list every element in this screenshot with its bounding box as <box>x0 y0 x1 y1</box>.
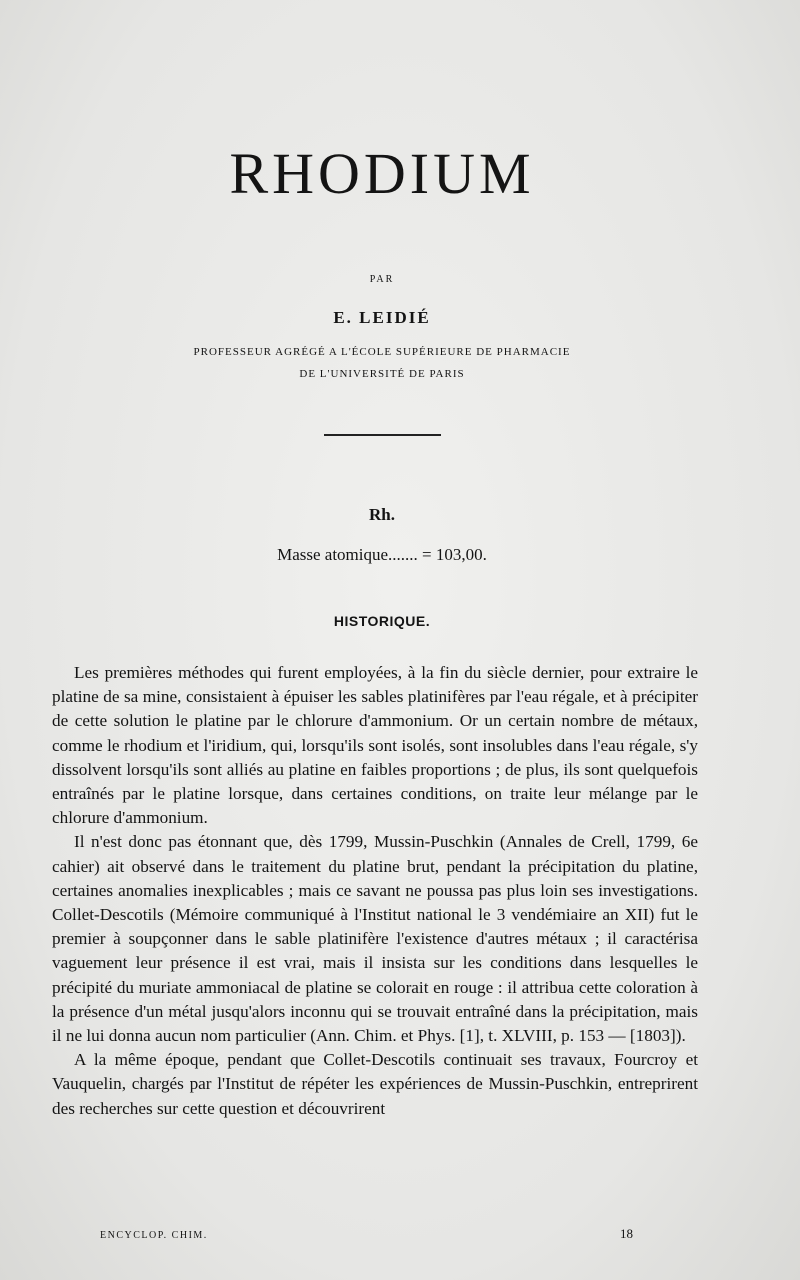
title-divider <box>324 434 441 436</box>
author-affiliation-line1: PROFESSEUR AGRÉGÉ A L'ÉCOLE SUPÉRIEURE DE PHARMACIE <box>193 346 571 358</box>
element-symbol: Rh. <box>369 505 395 524</box>
paragraph: Il n'est donc pas étonnant que, dès 1799, Mussin-Puschkin (Annales de Crell, 1799, 6e cahier) ait observé dans le traitement du platine brut, pendant la précipitation du platine, certaines anomalies inexplicables ; mais ce savant ne poussa pas plus loin ses investigations. Collet-Descotils (Mémoire communiqué à l'Institut national le 3 vendémiaire an XII) fut le premier à soupçonner dans le sable platinifère l'existence d'autres métaux ; il caractérisa vaguement leur présence il est vrai, mais il insista sur les conditions dans lesquelles le précipité du muriate ammoniacal de platine se colorait en rouge : il attribua cette coloration à la présence d'un métal jusqu'alors inconnu qui se trouvait entraîné dans la précipitation, mais il ne lui donna aucun nom particulier (Ann. Chim. et Phys. [1], t. XLVIII, p. 153 — [1803]). <box>52 832 698 1046</box>
body-text <box>52 661 698 1121</box>
author-name: E. LEIDIÉ <box>333 308 431 327</box>
author-affiliation-line2: DE L'UNIVERSITÉ DE PARIS <box>299 368 465 380</box>
page-title: RHODIUM <box>229 141 535 206</box>
running-footer: ENCYCLOP. CHIM. <box>100 1230 208 1241</box>
paragraph: Les premières méthodes qui furent employées, à la fin du siècle dernier, pour extraire le platine de sa mine, consistaient à épuiser les sables platinifères par l'eau régale, et à précipiter de cette solution le platine par le chlorure d'ammonium. Or un certain nombre de métaux, comme le rhodium et l'iridium, qui, lorsqu'ils sont isolés, sont insolubles dans l'eau régale, s'y dissolvent lorsqu'ils sont alliés au platine en faibles proportions ; de plus, ils sont quelquefois entraînés par le platine lorsque, dans certaines conditions, on traite leur mélange par le chlorure d'ammonium. <box>52 663 698 828</box>
section-heading: HISTORIQUE. <box>333 613 431 629</box>
paragraph: A la même époque, pendant que Collet-Descotils continuait ses travaux, Fourcroy et Vauquelin, chargés par l'Institut de répéter les expériences de Mussin-Puschkin, entreprirent des recherches sur cette question et découvrirent <box>52 1050 698 1118</box>
by-label: PAR <box>369 274 395 285</box>
atomic-mass-line: Masse atomique....... = 103,00. <box>277 545 487 564</box>
page-number: 18 <box>620 1226 633 1241</box>
